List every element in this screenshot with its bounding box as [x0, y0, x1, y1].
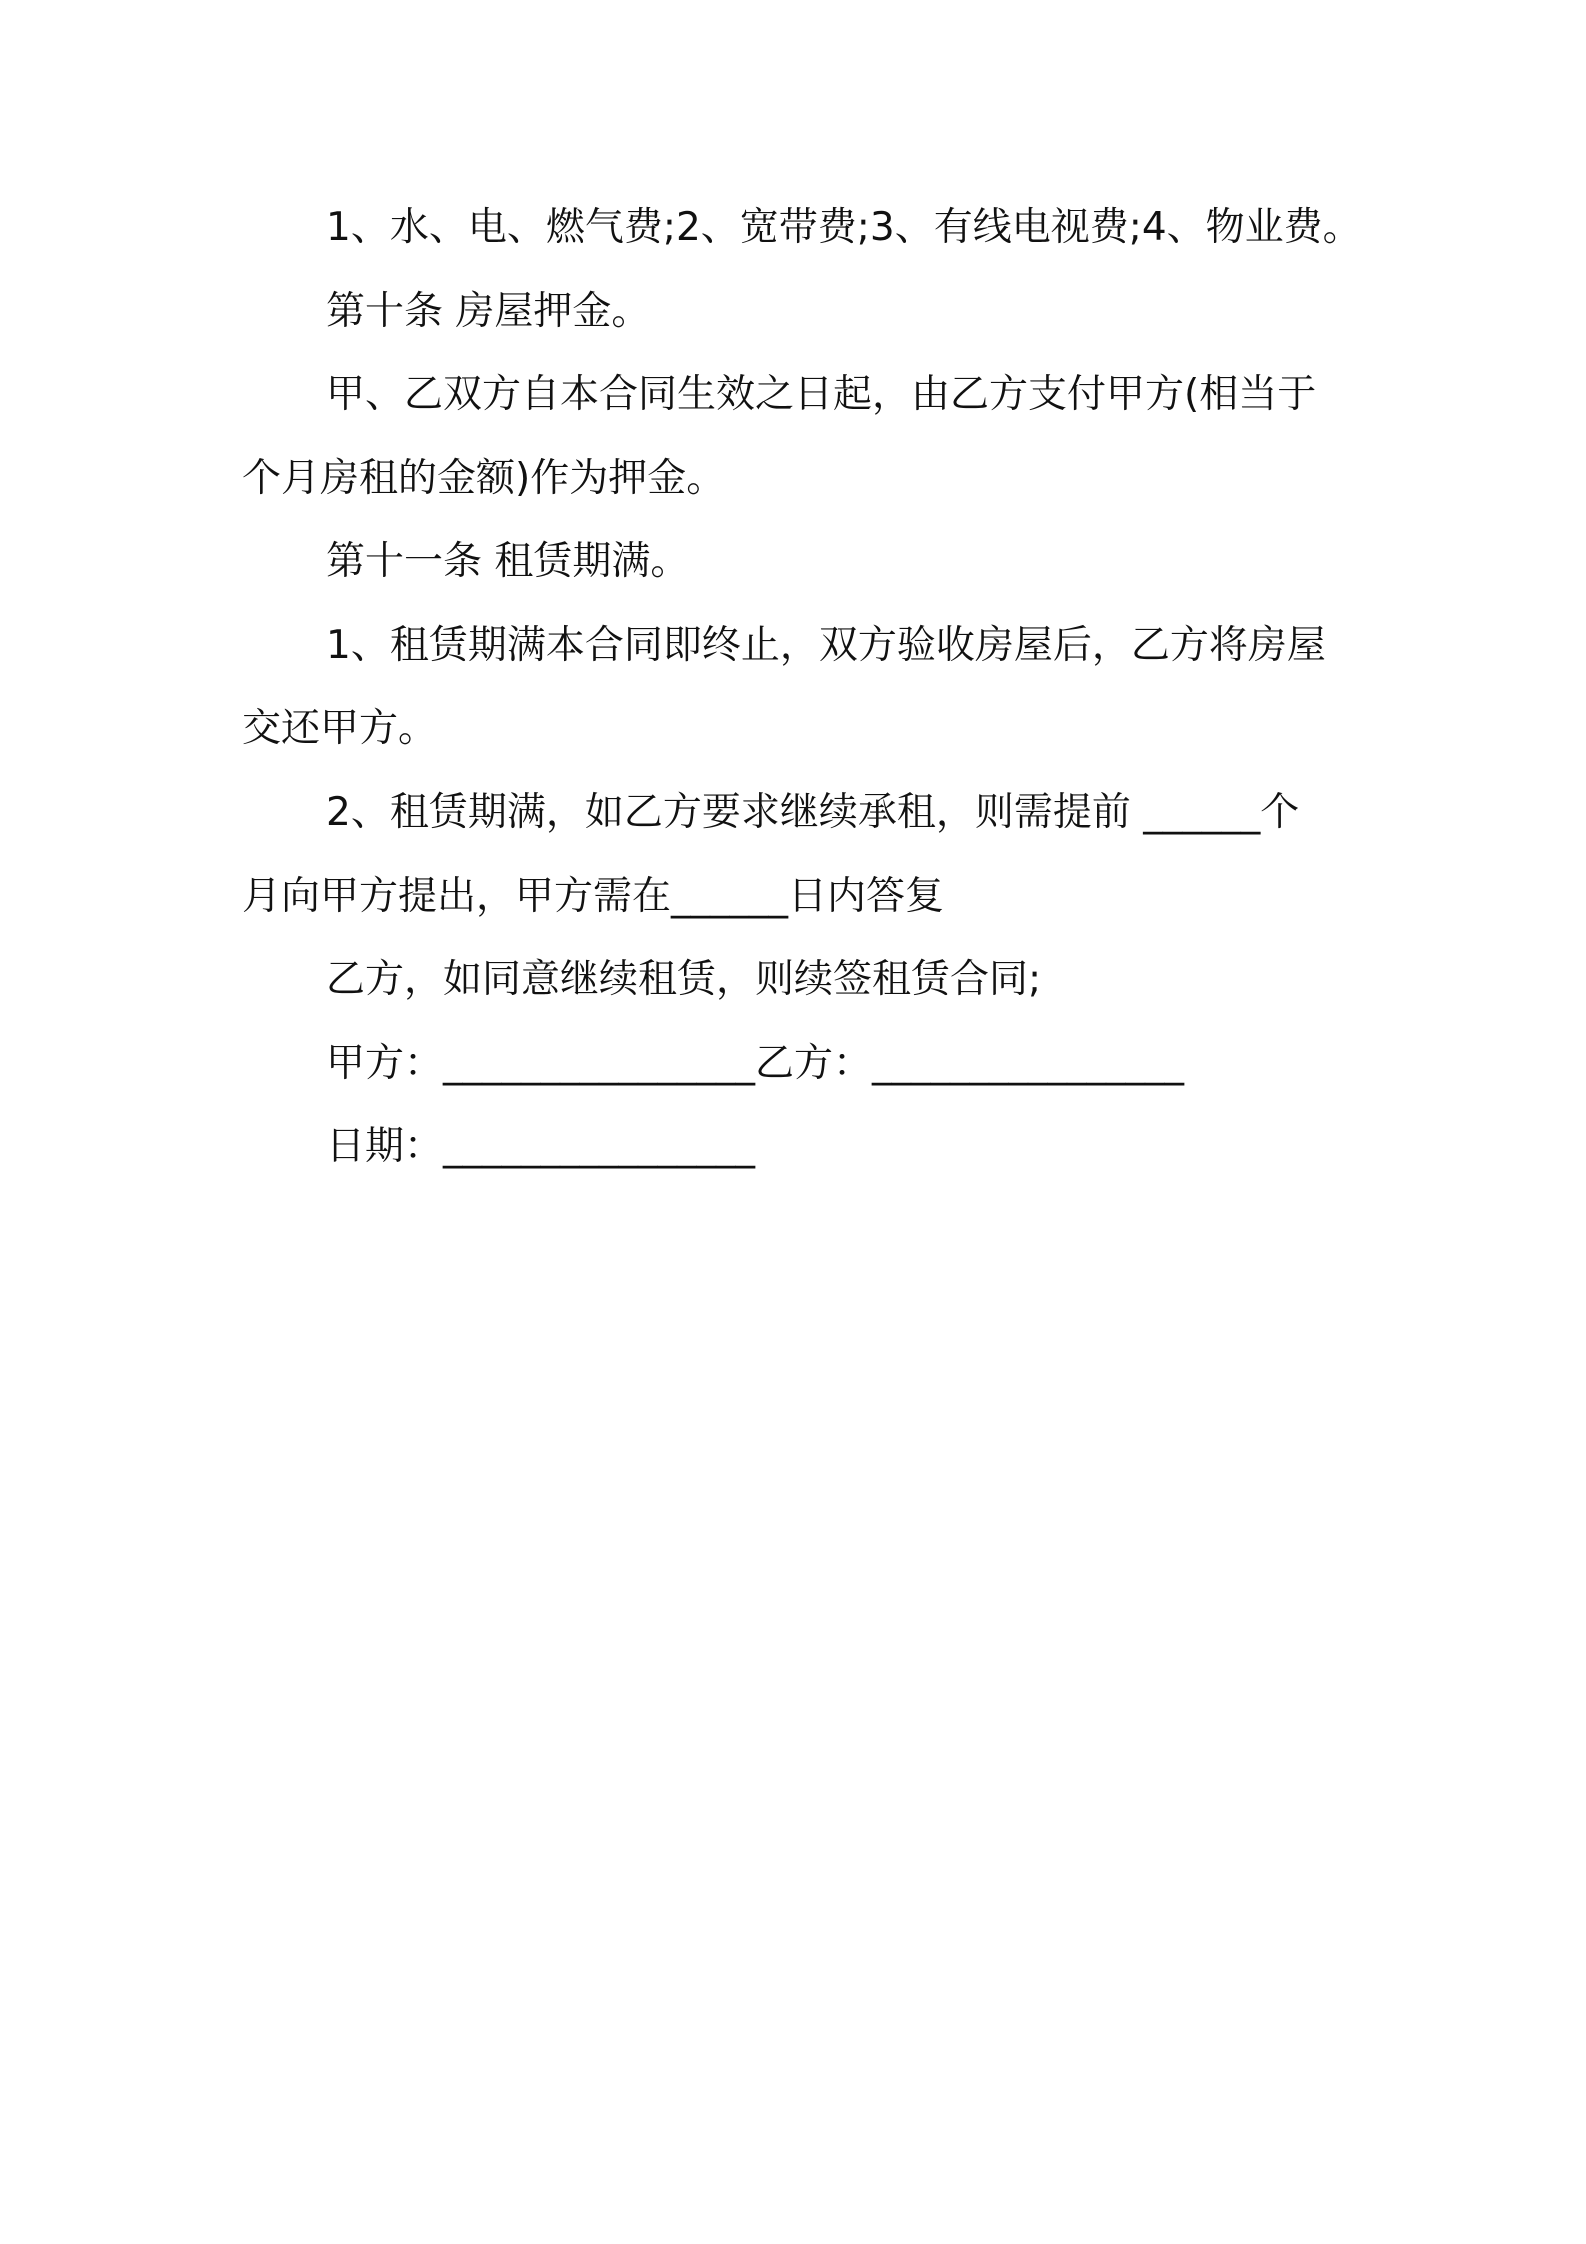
signature-line: 甲方：________________乙方：________________ — [326, 1041, 1185, 1086]
article-ten-heading: 第十条 房屋押金。 — [326, 289, 651, 334]
term-end-paragraph-line-2: 交还甲方。 — [242, 706, 438, 751]
utility-fees-line: 1、水、电、燃气费;2、宽带费;3、有线电视费;4、物业费。 — [326, 205, 1362, 250]
article-eleven-heading: 第十一条 租赁期满。 — [326, 539, 690, 584]
deposit-paragraph-line-2: 个月房租的金额)作为押金。 — [242, 456, 726, 501]
deposit-paragraph-line-1: 甲、乙双方自本合同生效之日起，由乙方支付甲方(相当于 — [326, 372, 1317, 417]
term-end-paragraph-line-1: 1、租赁期满本合同即终止，双方验收房屋后，乙方将房屋 — [326, 623, 1326, 668]
renewal-paragraph-line-3: 乙方，如同意继续租赁，则续签租赁合同; — [326, 957, 1042, 1002]
renewal-paragraph-line-1: 2、租赁期满，如乙方要求继续承租，则需提前 ______个 — [326, 790, 1300, 835]
date-line: 日期：________________ — [326, 1124, 756, 1169]
renewal-paragraph-line-2: 月向甲方提出，甲方需在______日内答复 — [242, 874, 945, 919]
